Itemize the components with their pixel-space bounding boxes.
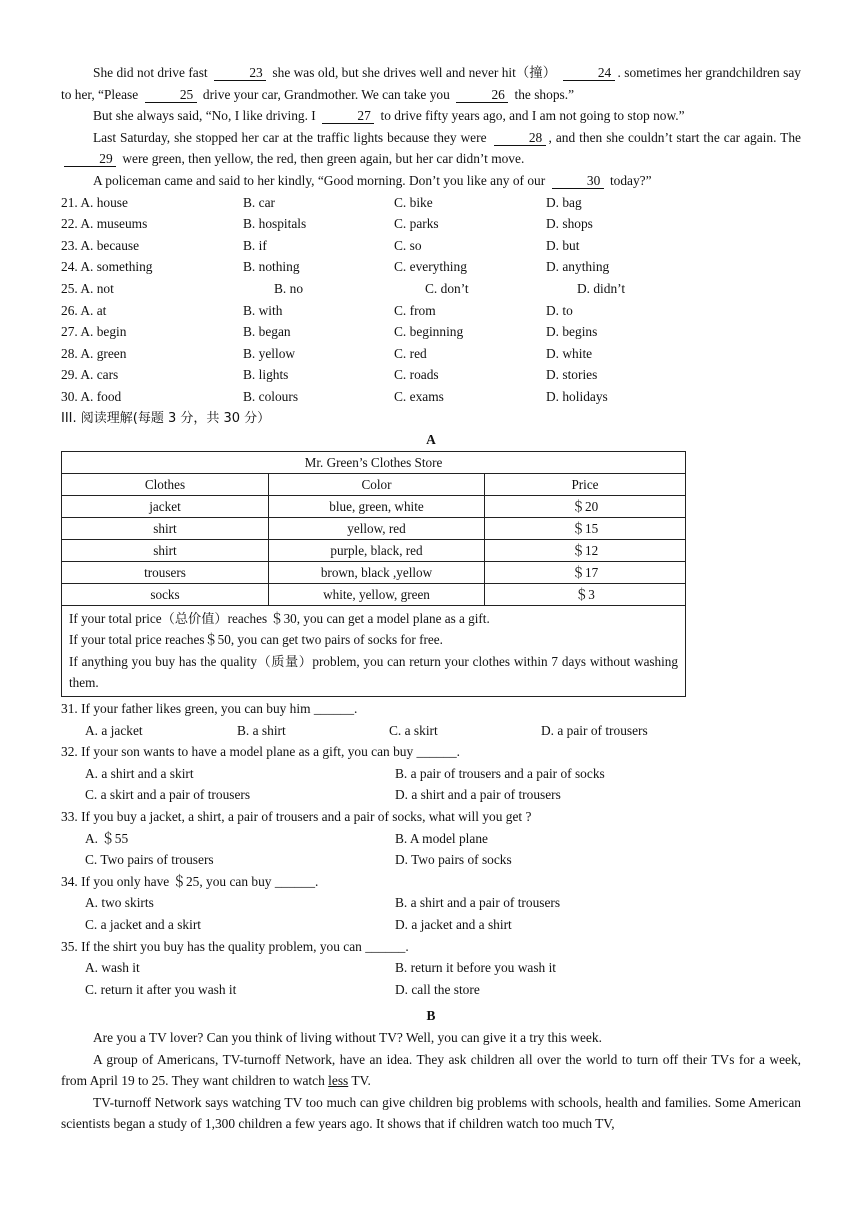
store-notes bbox=[62, 605, 686, 696]
cell-clothes: shirt bbox=[62, 539, 269, 561]
option-a: 28. A. green bbox=[61, 345, 127, 361]
text: She did not drive fast bbox=[93, 65, 208, 80]
blank-26: 26 bbox=[456, 87, 508, 103]
option-b: B. nothing bbox=[243, 259, 300, 275]
section-3-title: III. 阅读理解(每题 3 分，共 30 分） bbox=[61, 410, 271, 426]
cloze-options bbox=[61, 192, 801, 408]
option-b: B. A model plane bbox=[395, 830, 488, 846]
question-options bbox=[61, 763, 801, 785]
option-b: B. hospitals bbox=[243, 216, 307, 232]
cell-clothes: jacket bbox=[62, 495, 269, 517]
cloze-paragraph-4 bbox=[61, 170, 801, 192]
option-row-28 bbox=[61, 343, 801, 365]
option-row-25 bbox=[61, 278, 801, 300]
option-b: B. began bbox=[243, 324, 291, 340]
question-options bbox=[61, 828, 801, 850]
header-color: Color bbox=[269, 473, 485, 495]
blank-29: 29 bbox=[64, 151, 116, 167]
option-d: D. call the store bbox=[395, 981, 480, 997]
question-options bbox=[61, 892, 801, 914]
option-c: C. roads bbox=[394, 367, 439, 383]
text: TV. bbox=[351, 1073, 371, 1089]
blank-28: 28 bbox=[494, 130, 546, 146]
question-32 bbox=[61, 741, 801, 806]
option-d: D. but bbox=[546, 237, 580, 253]
option-d: D. bag bbox=[546, 194, 582, 210]
option-a: 30. A. food bbox=[61, 388, 122, 404]
header-price: Price bbox=[485, 473, 686, 495]
table-row bbox=[62, 583, 686, 605]
cloze-paragraph-2 bbox=[61, 105, 801, 127]
option-d: D. a jacket and a shirt bbox=[395, 917, 512, 932]
blank-27: 27 bbox=[322, 108, 374, 124]
option-a: 25. A. not bbox=[61, 280, 114, 296]
option-a: A. ＄55 bbox=[85, 830, 129, 846]
option-c: C. don’t bbox=[425, 280, 469, 296]
text: But she always said, “No, I like driving. I bbox=[93, 108, 316, 124]
option-b: B. a shirt bbox=[237, 722, 286, 738]
passage-b-paragraph-3: TV-turnoff Network says watching TV too much can give children big problems with schools, health and families. Some American scientists began a study of 1,300 children a few years ago. It shows that if children watch too much TV, bbox=[61, 1094, 801, 1132]
option-c: C. everything bbox=[394, 259, 467, 275]
option-c: C. Two pairs of trousers bbox=[85, 852, 214, 868]
option-c: C. red bbox=[394, 345, 427, 361]
passage-a-label: A bbox=[426, 432, 436, 448]
option-a: 29. A. cars bbox=[61, 367, 119, 383]
option-a: A. a shirt and a skirt bbox=[85, 765, 194, 781]
question-stem: 32. If your son wants to have a model plane as a gift, you can buy ______. bbox=[61, 744, 461, 760]
text: were green, then yellow, the red, then green again, but her car didn’t move. bbox=[122, 151, 525, 167]
table-row bbox=[62, 539, 686, 561]
option-b: B. a shirt and a pair of trousers bbox=[395, 895, 561, 911]
note-model-plane: If your total price（总价值）reaches ＄30, you can get a model plane as a gift. bbox=[69, 610, 490, 626]
cell-color: white, yellow, green bbox=[269, 583, 485, 605]
text: A group of Americans, TV-turnoff Network, have an idea. They ask children all over the world to turn off their TVs for a week, from April 19 to 25. They want children to watch bbox=[61, 1051, 801, 1089]
clothes-store-table bbox=[61, 451, 686, 697]
option-b: B. if bbox=[243, 237, 267, 253]
option-a: 24. A. something bbox=[61, 259, 153, 275]
table-header-row bbox=[62, 473, 686, 495]
option-c: C. so bbox=[394, 237, 422, 253]
text: the shops.” bbox=[514, 86, 575, 102]
question-stem: 34. If you only have ＄25, you can buy ______. bbox=[61, 873, 319, 889]
option-a: 23. A. because bbox=[61, 237, 140, 253]
cell-color: purple, black, red bbox=[269, 539, 485, 561]
option-a: A. a jacket bbox=[85, 722, 143, 738]
option-a: 21. A. house bbox=[61, 194, 128, 210]
option-c: C. from bbox=[394, 302, 436, 318]
text: she was old, but she drives well and never hit（撞） bbox=[272, 65, 557, 80]
option-d: D. Two pairs of socks bbox=[395, 852, 512, 868]
underlined-word: less bbox=[328, 1073, 349, 1089]
question-options bbox=[61, 957, 801, 979]
option-c: C. a skirt and a pair of trousers bbox=[85, 787, 251, 803]
option-d: D. holidays bbox=[546, 388, 608, 404]
cell-color: brown, black ,yellow bbox=[269, 561, 485, 583]
option-a: A. two skirts bbox=[85, 895, 154, 911]
option-d: D. shops bbox=[546, 216, 593, 232]
cell-price: ＄12 bbox=[485, 539, 686, 561]
option-d: D. to bbox=[546, 302, 573, 318]
option-c: C. bike bbox=[394, 194, 433, 210]
option-a: 27. A. begin bbox=[61, 324, 127, 340]
option-a: A. wash it bbox=[85, 960, 140, 976]
option-b: B. lights bbox=[243, 367, 289, 383]
blank-24: 24 bbox=[563, 65, 615, 81]
option-b: B. car bbox=[243, 194, 275, 210]
option-d: D. a pair of trousers bbox=[541, 722, 648, 738]
blank-30: 30 bbox=[552, 173, 604, 189]
option-c: C. a skirt bbox=[389, 722, 438, 738]
text: to drive fifty years ago, and I am not going to stop now.” bbox=[380, 108, 685, 124]
option-b: B. yellow bbox=[243, 345, 296, 361]
cell-clothes: trousers bbox=[62, 561, 269, 583]
question-stem: 31. If your father likes green, you can buy him ______. bbox=[61, 701, 358, 717]
option-b: B. return it before you wash it bbox=[395, 960, 557, 976]
option-c: C. parks bbox=[394, 216, 439, 232]
option-b: B. with bbox=[243, 302, 283, 318]
option-d: D. didn’t bbox=[577, 280, 626, 296]
blank-23: 23 bbox=[214, 65, 266, 81]
question-options bbox=[61, 720, 801, 742]
option-d: D. stories bbox=[546, 367, 598, 383]
question-34 bbox=[61, 871, 801, 936]
option-b: B. a pair of trousers and a pair of socks bbox=[395, 765, 605, 781]
exam-page bbox=[61, 62, 801, 1135]
cell-price: ＄17 bbox=[485, 561, 686, 583]
text: Last Saturday, she stopped her car at the traffic lights because they were bbox=[93, 129, 487, 145]
option-row-24 bbox=[61, 256, 801, 278]
option-d: D. white bbox=[546, 345, 593, 361]
option-c: C. return it after you wash it bbox=[85, 981, 237, 997]
question-33 bbox=[61, 806, 801, 871]
header-clothes: Clothes bbox=[62, 473, 269, 495]
question-options bbox=[61, 784, 801, 806]
text: today?” bbox=[609, 172, 652, 188]
cell-clothes: socks bbox=[62, 583, 269, 605]
passage-b-paragraph-2 bbox=[61, 1049, 801, 1092]
option-d: D. begins bbox=[546, 324, 598, 340]
cell-color: yellow, red bbox=[269, 517, 485, 539]
cell-clothes: shirt bbox=[62, 517, 269, 539]
option-row-26 bbox=[61, 300, 801, 322]
note-free-socks: If your total price reaches＄50, you can get two pairs of socks for free. bbox=[69, 632, 443, 648]
text: , and then she couldn’t start the car again. The bbox=[548, 129, 801, 145]
option-a: 26. A. at bbox=[61, 302, 107, 318]
option-row-29 bbox=[61, 364, 801, 386]
cloze-paragraph-1 bbox=[61, 62, 801, 105]
text: A policeman came and said to her kindly, “Good morning. Don’t you like any of our bbox=[93, 172, 546, 188]
option-c: C. beginning bbox=[394, 324, 464, 340]
cell-price: ＄3 bbox=[485, 583, 686, 605]
option-d: D. anything bbox=[546, 259, 610, 275]
option-row-23 bbox=[61, 235, 801, 257]
question-options bbox=[61, 914, 801, 936]
passage-b-label: B bbox=[426, 1008, 436, 1024]
table-title: Mr. Green’s Clothes Store bbox=[62, 451, 686, 473]
cell-price: ＄20 bbox=[485, 495, 686, 517]
cell-color: blue, green, white bbox=[269, 495, 485, 517]
option-c: C. a jacket and a skirt bbox=[85, 917, 202, 932]
question-31 bbox=[61, 698, 801, 741]
cloze-paragraph-3 bbox=[61, 127, 801, 170]
option-row-27 bbox=[61, 321, 801, 343]
table-row bbox=[62, 561, 686, 583]
note-return-policy: If anything you buy has the quality（质量）problem, you can return your clothes within 7 days without washing them. bbox=[69, 653, 678, 691]
question-stem: 35. If the shirt you buy has the quality problem, you can ______. bbox=[61, 938, 409, 954]
table-row bbox=[62, 517, 686, 539]
option-b: B. no bbox=[274, 280, 304, 296]
text: drive your car, Grandmother. We can take you bbox=[202, 86, 450, 102]
question-options bbox=[61, 979, 801, 1001]
cell-price: ＄15 bbox=[485, 517, 686, 539]
option-a: 22. A. museums bbox=[61, 216, 148, 232]
blank-25: 25 bbox=[145, 87, 197, 103]
question-options bbox=[61, 849, 801, 871]
option-row-30 bbox=[61, 386, 801, 408]
option-row-22 bbox=[61, 213, 801, 235]
table-row bbox=[62, 495, 686, 517]
option-c: C. exams bbox=[394, 388, 444, 404]
passage-b-paragraph-1: Are you a TV lover? Can you think of living without TV? Well, you can give it a try this week. bbox=[93, 1029, 602, 1045]
text: . sometimes her grandchildren say to her, “Please bbox=[61, 65, 801, 102]
option-row-21 bbox=[61, 192, 801, 214]
question-stem: 33. If you buy a jacket, a shirt, a pair of trousers and a pair of socks, what will you get ? bbox=[61, 809, 532, 825]
option-d: D. a shirt and a pair of trousers bbox=[395, 787, 561, 803]
question-35 bbox=[61, 936, 801, 1001]
option-b: B. colours bbox=[243, 388, 299, 404]
